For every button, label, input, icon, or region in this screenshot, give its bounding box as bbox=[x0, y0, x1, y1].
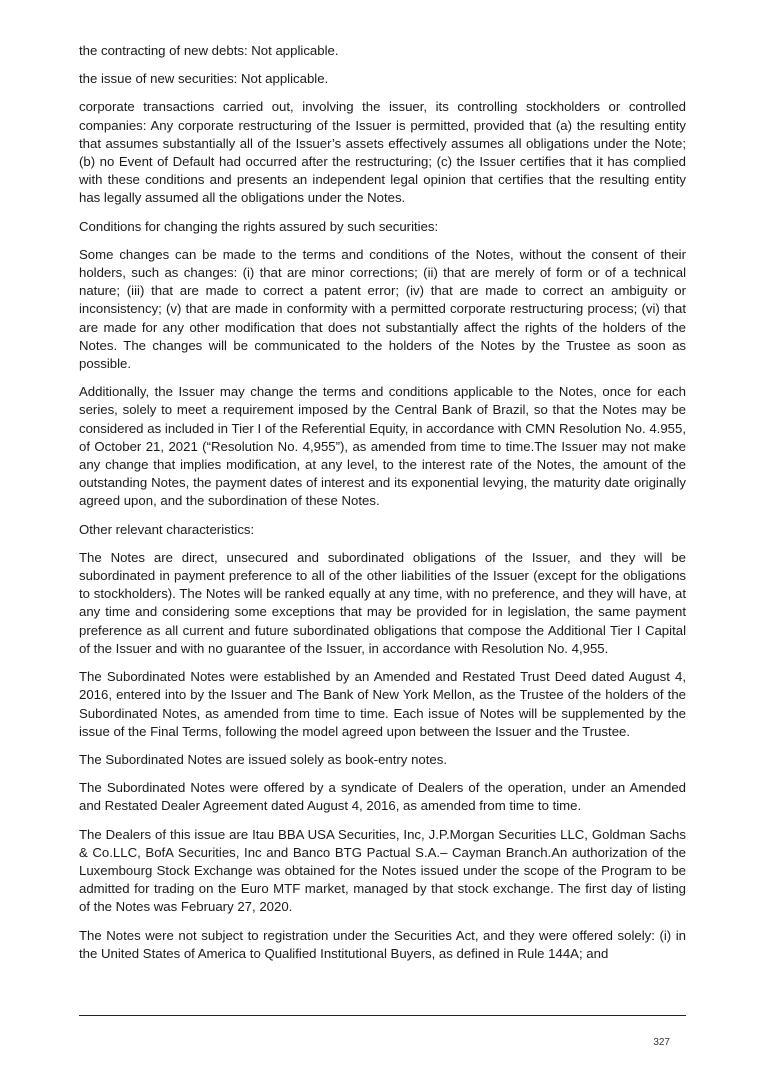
paragraph-additional-changes: Additionally, the Issuer may change the terms and conditions applicable to the Notes, once for each series, solely to meet a requirement imposed by the Central Bank of Brazil, so that the Notes may be considered as included in Tier I of the Referential Equity, in accordance with CMN Resolution No. 4.955, of October 21, 2021 (“Resolution No. 4,955”), as amended from time to time.The Issuer may not make any change that implies modification, at any level, to the interest rate of the Notes, the amount of the outstanding Notes, the payment dates of interest and its exponential levying, the maturity date originally agreed upon, and the subordination of these Notes. bbox=[79, 384, 686, 509]
page-number: 327 bbox=[653, 1037, 670, 1048]
paragraph-changes-without-consent: Some changes can be made to the terms and conditions of the Notes, without the consent of their holders, such as changes: (i) that are minor corrections; (ii) that are merely of form or of a technical nature; (iii) that are made to correct a patent error; (iv) that are made to correct an ambiguity or inconsistency; (v) that are made in conformity with a permitted corporate restructuring process; (vi) that are made for any other modification that does not substantially affect the rights of the holders of the Notes. The changes will be communicated to the holders of the Notes by the Trustee as soon as possible. bbox=[79, 246, 686, 372]
document-body bbox=[79, 42, 686, 973]
footer-divider bbox=[79, 1015, 686, 1016]
paragraph-contracting-new-debts: the contracting of new debts: Not applicable. bbox=[79, 43, 339, 58]
paragraph-conditions-heading: Conditions for changing the rights assured by such securities: bbox=[79, 218, 439, 234]
paragraph-issue-new-securities: the issue of new securities: Not applicable. bbox=[79, 71, 329, 87]
paragraph-book-entry: The Subordinated Notes are issued solely as book-entry notes. bbox=[79, 751, 447, 767]
paragraph-trust-deed: The Subordinated Notes were established by an Amended and Restated Trust Deed dated August 4, 2016, entered into by the Issuer and The Bank of New York Mellon, as the Trustee of the holders of the Subordinated Notes, as amended from time to time. Each issue of Notes will be supplemented by the issue of the Final Terms, following the model agreed upon between the Issuer and the Trustee. bbox=[79, 669, 686, 739]
paragraph-dealer-agreement: The Subordinated Notes were offered by a syndicate of Dealers of the operation, under an Amended and Restated Dealer Agreement dated August 4, 2016, as amended from time to time. bbox=[79, 780, 686, 814]
paragraph-other-characteristics-heading: Other relevant characteristics: bbox=[79, 521, 255, 537]
paragraph-corporate-transactions: corporate transactions carried out, involving the issuer, its controlling stockholders or controlled companies: Any corporate restructuring of the Issuer is permitted, provided that (a) the resulting entity that assumes substantially all of the Issuer’s assets effectively assumes all obligations under the Note; (b) no Event of Default had occurred after the restructuring; (c) the Issuer certifies that it has complied with these conditions and presents an independent legal opinion that certifies that the resulting entity has legally assumed all the obligations under the Notes. bbox=[79, 99, 686, 206]
paragraph-dealers-listing: The Dealers of this issue are Itau BBA USA Securities, Inc, J.P.Morgan Securities LLC, Goldman Sachs & Co.LLC, BofA Securities, Inc and Banco BTG Pactual S.A.– Cayman Branch.An authorization of the Luxembourg Stock Exchange was obtained for the Notes issued under the scope of the Program to be admitted for trading on the Euro MTF market, managed by that stock exchange. The first day of listing of the Notes was February 27, 2020. bbox=[79, 826, 686, 915]
paragraph-securities-act: The Notes were not subject to registration under the Securities Act, and they were offered solely: (i) in the United States of America to Qualified Institutional Buyers, as defined in Rule 144A; and bbox=[79, 927, 686, 961]
paragraph-notes-obligations: The Notes are direct, unsecured and subordinated obligations of the Issuer, and they will be subordinated in payment preference to all of the other liabilities of the Issuer (except for the obligations to stockholders). The Notes will be ranked equally at any time, with no preference, and they will have, at any time and considering some exceptions that may be provided for in legislation, the same payment preference as all current and future subordinated obligations that compose the Additional Tier I Capital of the Issuer and with no guarantee of the Issuer, in accordance with Resolution No. 4,955. bbox=[79, 549, 686, 656]
